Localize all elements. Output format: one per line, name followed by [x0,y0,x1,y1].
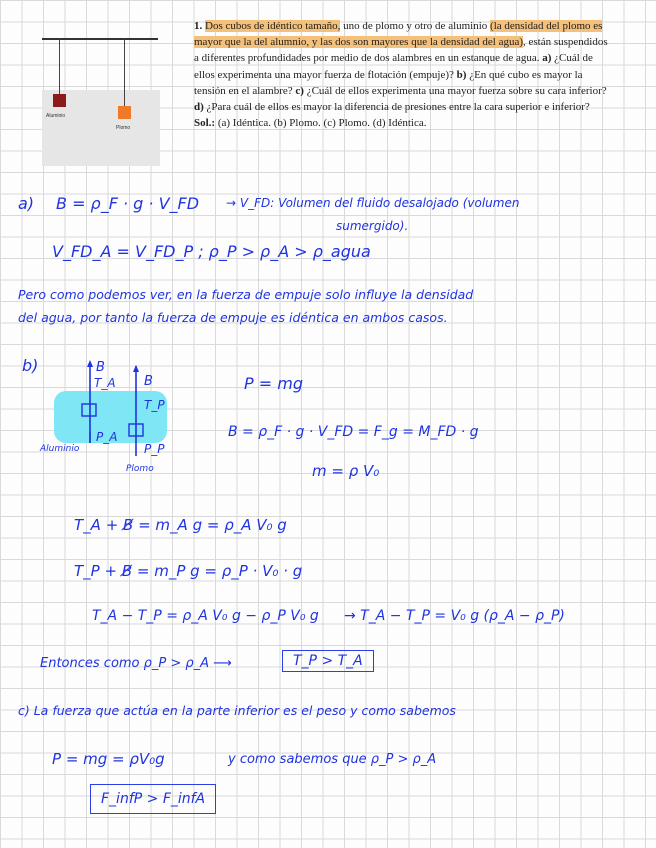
part-b-eq5: T_P + B̸ = m_P g = ρ_P · V₀ · g [74,562,303,580]
wire-aluminio [59,39,60,95]
part-c-answer-box: F_infP > F_infA [90,784,216,814]
part-a-vfd-cont: sumergido). [336,219,409,233]
part-b-eq1: P = mg [244,374,303,393]
part-a-text2: del agua, por tanto la fuerza de empuje es idéntica en ambos casos. [18,310,448,325]
plomo-cube [118,106,131,119]
highlight-2: (la densidad del plomo es mayor que la del alumnio, y las dos son mayores que la densidad del agua) [194,20,603,49]
problem-number: 1. [194,20,203,32]
aluminio-cube [53,94,66,107]
q-c-text: ¿Cuál de ellos experimenta una mayor fuerza sobre su cara inferior? [303,84,607,97]
part-b-eq6a: T_A − T_P = ρ_A V₀ g − ρ_P V₀ g [92,608,319,624]
diagram-pa: P_A [96,430,118,444]
problem-figure [36,18,160,166]
q-d-label: d) [194,101,204,114]
q-b-label: b) [456,68,467,81]
arrow-head-a [87,360,93,367]
solution-label: Sol.: [194,117,216,130]
text-1: uno de plomo y otro de aluminio [340,20,491,32]
highlight-1: Dos cubos de idéntico tamaño, [205,20,341,32]
part-c-eq-tail: y como sabemos que ρ_P > ρ_A [228,752,437,767]
part-b-label: b) [22,356,39,375]
solution-text: (a) Idéntica. (b) Plomo. (c) Plomo. (d) Idéntica. [215,117,427,130]
part-a-text1: Pero como podemos ver, en la fuerza de empuje solo influye la densidad [18,287,474,302]
diagram-label-aluminio: Aluminio [40,444,80,454]
q-c-label: c) [295,84,304,97]
label-aluminio: Aluminio [46,113,66,119]
diagram-b2: B [144,374,153,389]
label-plomo: Plomo [116,125,131,131]
q-a-label: a) [542,52,552,65]
part-b-answer-box: T_P > T_A [282,650,374,672]
q-b-text: ¿En qué cubo es mayor la tensión en el alambre? [194,68,583,97]
part-b-eq6b: → T_A − T_P = V₀ g (ρ_A − ρ_P) [344,608,565,624]
part-b-eq2: B = ρ_F · g · V_FD = F_g = M_FD · g [228,424,479,440]
part-c-eq: P = mg = ρV₀g [52,750,165,768]
part-b-eq4: T_A + B̸ = m_A g = ρ_A V₀ g [74,516,287,534]
part-b-eq3: m = ρ V₀ [312,462,380,480]
wire-plomo [124,39,125,107]
q-a-text: ¿Cuál de ellos experimenta una mayor fuerza de flotación (empuje)? [194,52,593,81]
diagram-b1: B [96,360,105,375]
diagram-tp: T_P [144,398,165,412]
q-d-text: ¿Para cuál de ellos es mayor la diferencia de presiones entre la cara superior e inferior? [203,101,590,114]
part-a-eq1: B = ρ_F · g · V_FD [56,194,200,213]
diagram-pp: P_P [144,442,165,456]
arrow-head-p [133,365,139,372]
part-a-eq2: V_FD_A = V_FD_P ; ρ_P > ρ_A > ρ_agua [52,242,371,261]
force-diagram [40,360,190,490]
part-a-label: a) [18,194,35,213]
problem-statement [194,18,608,131]
part-b-conclusion: Entonces como ρ_P > ρ_A ⟶ [40,656,232,671]
part-c-text: c) La fuerza que actúa en la parte inferior es el peso y como sabemos [18,703,456,718]
text-2: , están suspendidos a diferentes profundidades por medio de dos alambres en un estanque de agua. [194,36,608,65]
diagram-label-plomo: Plomo [126,464,154,474]
part-a-vfd-def: → V_FD: Volumen del fluido desalojado (volumen [226,196,520,210]
diagram-ta: T_A [94,376,116,390]
